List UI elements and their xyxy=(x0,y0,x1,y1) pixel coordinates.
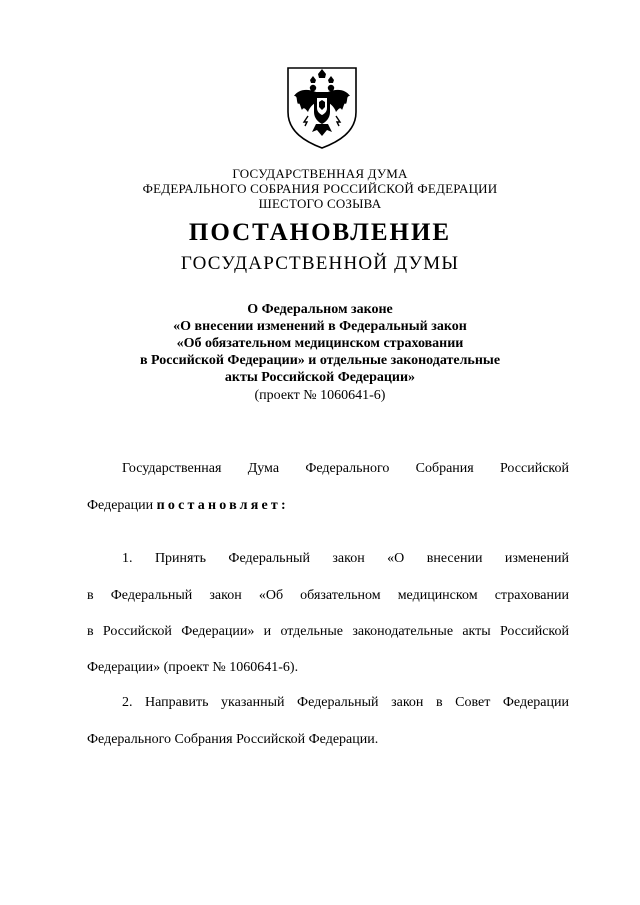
paragraph-2-line-1: 2. Направить указанный Федеральный закон в Совет Федерации xyxy=(122,695,569,710)
paragraph-1-line-3: в Российской Федерации» и отдельные законодательные акты Российской xyxy=(87,624,569,639)
paragraph-1-line-4: Федерации» (проект № 1060641-6). xyxy=(87,660,299,675)
subject-line-2: «О внесении изменений в Федеральный закон xyxy=(173,319,467,334)
document-subtitle: ГОСУДАРСТВЕННОЙ ДУМЫ xyxy=(180,253,460,274)
subject-line-3: «Об обязательном медицинском страховании xyxy=(176,336,464,351)
org-line-1: ГОСУДАРСТВЕННАЯ ДУМА xyxy=(232,166,408,181)
subject-line-5: акты Российской Федерации» xyxy=(224,370,416,385)
org-line-2: ФЕДЕРАЛЬНОГО СОБРАНИЯ РОССИЙСКОЙ ФЕДЕРАЦИИ xyxy=(142,181,498,196)
subject-line-1: О Федеральном законе xyxy=(247,302,393,317)
document-title: ПОСТАНОВЛЕНИЕ xyxy=(188,219,452,246)
intro-line-1: Государственная Дума Федерального Собрания Российской xyxy=(122,461,569,476)
org-line-3: ШЕСТОГО СОЗЫВА xyxy=(258,196,382,211)
project-number: (проект № 1060641-6) xyxy=(254,388,386,403)
coat-of-arms-icon xyxy=(286,66,358,150)
subject-line-4: в Российской Федерации» и отдельные законодательные xyxy=(139,353,501,368)
paragraph-2-line-2: Федерального Собрания Российской Федерации. xyxy=(87,732,379,747)
intro-federation-text: Федерации xyxy=(87,498,154,513)
resolves-text: постановляет: xyxy=(156,498,289,513)
paragraph-1-line-1: 1. Принять Федеральный закон «О внесении изменений xyxy=(122,551,569,566)
paragraph-1-line-2: в Федеральный закон «Об обязательном медицинском страховании xyxy=(87,588,569,603)
intro-line-2 xyxy=(87,497,569,515)
